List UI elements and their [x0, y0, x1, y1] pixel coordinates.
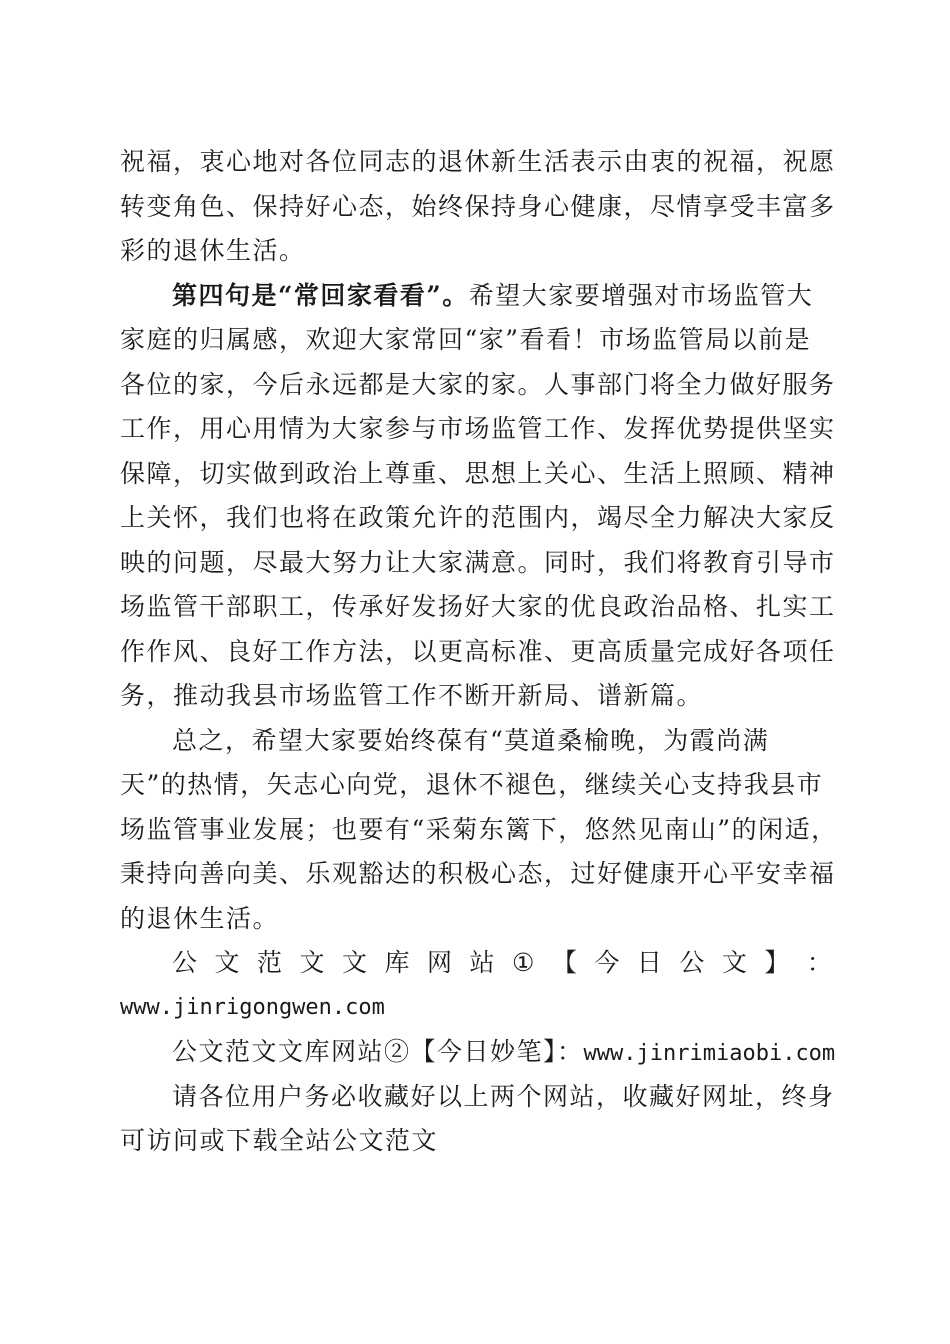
paragraph-line: 彩的退休生活。	[120, 236, 306, 265]
site1-char: 文	[342, 948, 368, 977]
site1-char: 文	[214, 948, 240, 977]
paragraph-line: 上关怀，我们也将在政策允许的范围内，竭尽全力解决大家反	[120, 503, 836, 532]
paragraph-line: 家庭的归属感，欢迎大家常回“家”看看！市场监管局以前是	[120, 325, 812, 354]
site2-url-link[interactable]: www.jinrimiaobi.com	[583, 1041, 836, 1066]
paragraph-line: 转变角色、保持好心态，始终保持身心健康，尽情享受丰富多	[120, 191, 836, 221]
site1-char: 文	[299, 948, 325, 977]
paragraph-line: 天”的热情，矢志心向党，退休不褪色，继续关心支持我县市	[120, 770, 824, 799]
site1-char: 公	[679, 948, 705, 977]
site1-char: 站	[469, 948, 495, 977]
paragraph-line: 保障，切实做到政治上尊重、思想上关心、生活上照顾、精神	[120, 458, 836, 488]
paragraph-line: 秉持向善向美、乐观豁达的积极心态，过好健康开心平安幸福	[120, 859, 836, 888]
footer-sites	[120, 941, 836, 1164]
paragraph-line: 场监管事业发展；也要有“采菊东篱下，悠然见南山”的闲适，	[120, 814, 838, 844]
notice-line: 请各位用户务必收藏好以上两个网站，收藏好网址，终身	[172, 1081, 835, 1111]
site1-char: 今	[594, 948, 620, 977]
paragraph-visit-home	[120, 274, 836, 719]
site1-char: 范	[257, 948, 283, 977]
site1-url-link[interactable]: www.jinrigongwen.com	[120, 994, 385, 1020]
site1-char: ①	[512, 948, 535, 977]
site1-char: 【	[551, 948, 577, 977]
paragraph-line: 总之，希望大家要始终葆有“莫道桑榆晚，为霞尚满	[172, 725, 770, 755]
site2-line	[120, 1030, 836, 1075]
site2-label: 公文范文文库网站②【今日妙笔】：	[172, 1037, 584, 1066]
site1-label	[120, 941, 832, 986]
site1-char: 公	[172, 948, 198, 977]
paragraph-line: 场监管干部职工，传承好发扬好大家的优良政治品格、扎实工	[120, 592, 836, 621]
site1-char: 网	[427, 948, 453, 977]
paragraph-line: 的退休生活。	[120, 903, 280, 933]
paragraph-line: 工作，用心用情为大家参与市场监管工作、发挥优势提供坚实	[120, 414, 836, 443]
site1-char: 库	[384, 948, 410, 977]
site1-char: 】	[764, 948, 790, 977]
paragraph-blessing	[120, 140, 836, 274]
site1-char: 文	[721, 948, 747, 977]
paragraph-line: 作作风、良好工作方法，以更高标准、更高质量完成好各项任	[120, 636, 836, 666]
site1-char: ：	[806, 948, 832, 977]
paragraph-first-line	[120, 274, 832, 319]
paragraph-line: 务，推动我县市场监管工作不断开新局、谱新篇。	[120, 681, 704, 710]
paragraph-line: 映的问题，尽最大努力让大家满意。同时，我们将教育引导市	[120, 547, 836, 577]
document-body	[120, 140, 838, 1164]
paragraph-heading: 第四句是“常回家看看”。	[172, 280, 469, 310]
paragraph-line: 各位的家，今后永远都是大家的家。人事部门将全力做好服务	[120, 369, 836, 399]
paragraph-conclusion	[120, 719, 838, 942]
site1-char: 日	[636, 948, 662, 977]
paragraph-line-text: 希望大家要增强对市场监管大	[468, 280, 814, 310]
notice-line: 可访问或下载全站公文范文	[120, 1126, 439, 1155]
paragraph-line: 祝福，衷心地对各位同志的退休新生活表示由衷的祝福，祝愿	[120, 147, 836, 176]
